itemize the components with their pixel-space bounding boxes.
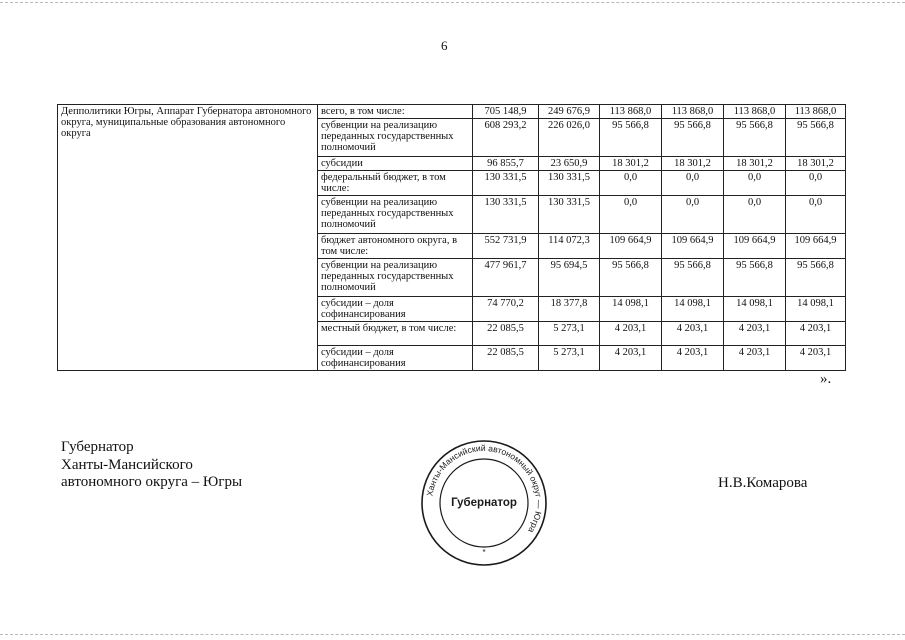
amount-cell: 74 770,2 <box>473 297 539 322</box>
amount-cell: 113 868,0 <box>786 105 846 119</box>
seal-ring-text: Ханты-Мансийский автономный округ — Югра <box>424 442 545 535</box>
funding-source-label: субсидии – доля софинансирования <box>318 346 473 371</box>
amount-cell: 226 026,0 <box>539 119 600 157</box>
amount-cell: 130 331,5 <box>539 171 600 196</box>
funding-source-label: всего, в том числе: <box>318 105 473 119</box>
amount-cell: 109 664,9 <box>662 234 724 259</box>
responsible-executors-cell: Депполитики Югры, Аппарат Губернатора автономного округа, муниципальные образования автономного округа <box>58 105 318 371</box>
amount-cell: 5 273,1 <box>539 322 600 346</box>
amount-cell: 0,0 <box>662 171 724 196</box>
amount-cell: 130 331,5 <box>539 196 600 234</box>
amount-cell: 14 098,1 <box>600 297 662 322</box>
funding-source-label: субвенции на реализацию переданных государственных полномочий <box>318 196 473 234</box>
amount-cell: 95 566,8 <box>600 119 662 157</box>
amount-cell: 249 676,9 <box>539 105 600 119</box>
amount-cell: 0,0 <box>600 171 662 196</box>
amount-cell: 705 148,9 <box>473 105 539 119</box>
amount-cell: 23 650,9 <box>539 157 600 171</box>
scan-edge-bottom <box>0 634 905 635</box>
seal-star-icon: * <box>482 548 486 557</box>
amount-cell: 552 731,9 <box>473 234 539 259</box>
amount-cell: 18 377,8 <box>539 297 600 322</box>
funding-source-label: бюджет автономного округа, в том числе: <box>318 234 473 259</box>
funding-source-label: субвенции на реализацию переданных государственных полномочий <box>318 119 473 157</box>
amount-cell: 4 203,1 <box>724 322 786 346</box>
amount-cell: 95 566,8 <box>600 259 662 297</box>
amount-cell: 14 098,1 <box>662 297 724 322</box>
funding-source-label: федеральный бюджет, в том числе: <box>318 171 473 196</box>
funding-source-label: местный бюджет, в том числе: <box>318 322 473 346</box>
amount-cell: 95 566,8 <box>662 259 724 297</box>
amount-cell: 477 961,7 <box>473 259 539 297</box>
amount-cell: 4 203,1 <box>724 346 786 371</box>
amount-cell: 18 301,2 <box>600 157 662 171</box>
amount-cell: 109 664,9 <box>786 234 846 259</box>
amount-cell: 109 664,9 <box>600 234 662 259</box>
amount-cell: 114 072,3 <box>539 234 600 259</box>
amount-cell: 608 293,2 <box>473 119 539 157</box>
amount-cell: 96 855,7 <box>473 157 539 171</box>
amount-cell: 14 098,1 <box>724 297 786 322</box>
amount-cell: 95 566,8 <box>786 259 846 297</box>
amount-cell: 0,0 <box>662 196 724 234</box>
amount-cell: 4 203,1 <box>662 322 724 346</box>
amount-cell: 95 566,8 <box>786 119 846 157</box>
amount-cell: 0,0 <box>600 196 662 234</box>
governor-seal <box>419 438 549 568</box>
funding-source-label: субсидии – доля софинансирования <box>318 297 473 322</box>
amount-cell: 0,0 <box>724 196 786 234</box>
amount-cell: 130 331,5 <box>473 171 539 196</box>
amount-cell: 130 331,5 <box>473 196 539 234</box>
closing-quote: ». <box>820 371 832 387</box>
amount-cell: 95 694,5 <box>539 259 600 297</box>
amount-cell: 4 203,1 <box>600 322 662 346</box>
amount-cell: 95 566,8 <box>724 119 786 157</box>
seal-center-text: Губернатор <box>451 497 517 509</box>
funding-source-label: субвенции на реализацию переданных государственных полномочий <box>318 259 473 297</box>
scan-edge-top <box>0 2 905 3</box>
amount-cell: 4 203,1 <box>600 346 662 371</box>
amount-cell: 95 566,8 <box>662 119 724 157</box>
signer-name: Н.В.Комарова <box>718 475 808 491</box>
amount-cell: 4 203,1 <box>662 346 724 371</box>
amount-cell: 14 098,1 <box>786 297 846 322</box>
amount-cell: 113 868,0 <box>600 105 662 119</box>
amount-cell: 113 868,0 <box>662 105 724 119</box>
signer-title-line: Ханты-Мансийского <box>61 456 193 473</box>
amount-cell: 0,0 <box>724 171 786 196</box>
amount-cell: 4 203,1 <box>786 322 846 346</box>
amount-cell: 0,0 <box>786 171 846 196</box>
amount-cell: 5 273,1 <box>539 346 600 371</box>
amount-cell: 113 868,0 <box>724 105 786 119</box>
amount-cell: 0,0 <box>786 196 846 234</box>
amount-cell: 95 566,8 <box>724 259 786 297</box>
amount-cell: 18 301,2 <box>724 157 786 171</box>
signer-title <box>61 439 242 492</box>
amount-cell: 18 301,2 <box>662 157 724 171</box>
table-row <box>58 105 846 119</box>
signer-title-line: Губернатор <box>61 439 134 455</box>
amount-cell: 18 301,2 <box>786 157 846 171</box>
signer-title-line: автономного округа – Югры <box>61 474 243 490</box>
amount-cell: 4 203,1 <box>786 346 846 371</box>
page-number: 6 <box>441 38 448 53</box>
amount-cell: 22 085,5 <box>473 346 539 371</box>
budget-table <box>57 104 846 371</box>
amount-cell: 22 085,5 <box>473 322 539 346</box>
funding-source-label: субсидии <box>318 157 473 171</box>
amount-cell: 109 664,9 <box>724 234 786 259</box>
